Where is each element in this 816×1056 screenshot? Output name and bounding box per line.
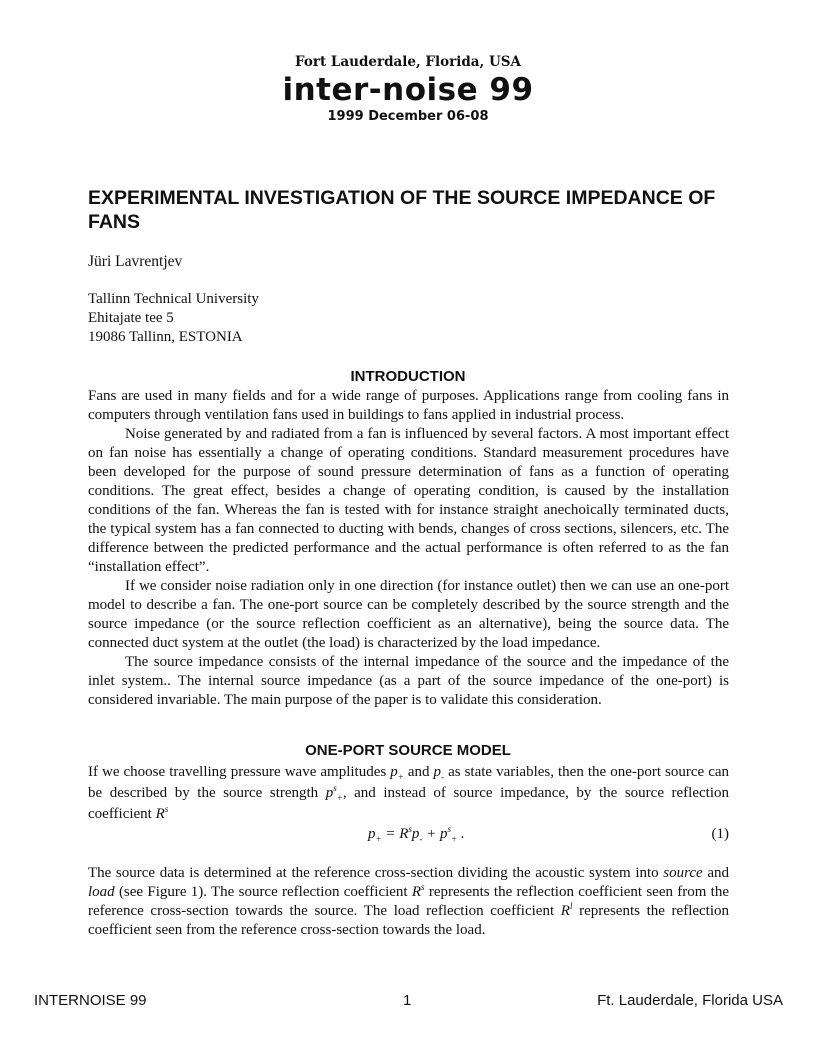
text-run: load (88, 884, 115, 900)
paragraph: Fans are used in many fields and for a wide range of purposes. Applications range from cooling fans in computers through ventilation fans used in buildings to fans applied in industrial process. (88, 388, 729, 423)
text-run: The source data is determined at the reference cross-section dividing the acoustic system into (88, 865, 659, 881)
text-run: (see Figure 1). The source reflection coefficient (118, 884, 408, 900)
symbol-load-reflection: $R^l$ (560, 901, 573, 919)
affiliation-line: Tallinn Technical University (88, 291, 259, 307)
symbol-p-plus: $p_+$ (390, 764, 404, 782)
one-port-heading: ONE-PORT SOURCE MODEL (305, 742, 511, 759)
text-run: and (407, 764, 430, 780)
paragraph: The source impedance consists of the internal impedance of the source and the impedance of the inlet system.. The internal source impedance (as a part of the source impedance of the one-port) is considered invariable. The main purpose of the paper is to validate this consideration. (88, 654, 729, 708)
one-port-paragraph-1 (88, 762, 729, 825)
paragraph: Noise generated by and radiated from a fan is influenced by several factors. A most important effect on fan noise has essentially a change of operating conditions. Standard measurement procedures have been developed for the purpose of sound pressure determination of fans as a function of operating conditions. The great effect, besides a change of operating condition, is caused by the installation conditions of the fan. Whereas the fan is tested with for instance straight anechoically terminated ducts, the typical system has a fan connected to ducting with bends, changes of cross sections, silencers, etc. The difference between the predicted performance and the actual performance is often referred to as the fan “installation effect”. (88, 426, 729, 575)
equation-1 (88, 826, 729, 846)
equation-body: $p_+ = R^sp_- + p^s_+$ . (368, 824, 465, 844)
symbol-source-reflection: $R^s$ (411, 882, 425, 900)
text-run: If we choose travelling pressure wave amplitudes (88, 764, 387, 780)
text-run: represents the reflection coefficient seen from the reference cross-section towards the source. The load reflection coefficient (88, 884, 730, 919)
text-run: source (663, 865, 703, 881)
affiliation-line: Ehitajate tee 5 (88, 310, 174, 326)
symbol-source-reflection: $R^s$ (155, 804, 169, 822)
introduction-body (88, 387, 729, 710)
affiliation-block (88, 290, 259, 347)
equation-number: (1) (711, 826, 729, 842)
text-run: as state variables, then the one-port source can be described by the source strength (88, 764, 730, 801)
text-run: and (707, 865, 730, 881)
page-number: 1 (403, 992, 412, 1009)
text-run: , and instead of source impedance, by the source reflection coefficient (88, 785, 729, 822)
conference-logo: inter-noise 99 (282, 72, 534, 108)
introduction-heading: INTRODUCTION (350, 368, 466, 385)
paper-title: EXPERIMENTAL INVESTIGATION OF THE SOURCE IMPEDANCE OF FANS (88, 187, 716, 233)
text-run: represents the reflection coefficient seen from the reference cross-section towards the load. (88, 903, 730, 938)
author-name: Jüri Lavrentjev (88, 253, 183, 270)
conference-dates: 1999 December 06-08 (327, 109, 489, 124)
symbol-p-minus: $p_-$ (433, 764, 445, 782)
conference-location: Fort Lauderdale, Florida, USA (295, 54, 521, 70)
footer-right: Ft. Lauderdale, Florida USA (597, 992, 783, 1009)
affiliation-line: 19086 Tallinn, ESTONIA (88, 329, 243, 345)
paragraph: If we consider noise radiation only in one direction (for instance outlet) then we can use an one-port model to describe a fan. The one-port source can be completely described by the source strength and the source impedance (or the source reflection coefficient as an alternative), being the source data. The connected duct system at the outlet (the load) is characterized by the load impedance. (88, 578, 729, 651)
symbol-source-strength: $p^s_+$ (325, 783, 343, 803)
footer-left: INTERNOISE 99 (34, 992, 147, 1009)
one-port-paragraph-2 (88, 864, 729, 940)
